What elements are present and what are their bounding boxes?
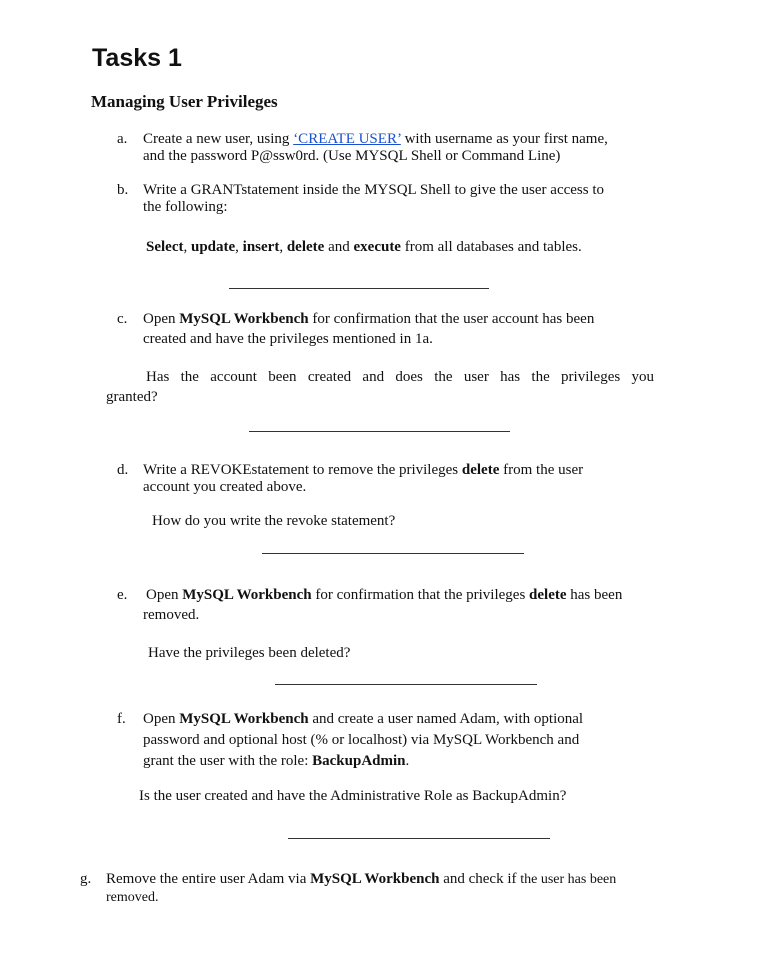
task-b-privileges — [146, 239, 582, 256]
text: , — [183, 239, 191, 255]
task-f-question: Is the user created and have the Administrative Role as BackupAdmin? — [139, 788, 567, 804]
text: and create a user named Adam, with optional — [308, 711, 584, 727]
answer-line[interactable] — [275, 684, 537, 685]
task-c-question-line2: granted? — [106, 389, 158, 405]
task-marker: a. — [117, 131, 128, 147]
create-user-link[interactable]: ‘CREATE USER’ — [293, 131, 401, 147]
text: Remove the entire user Adam via — [106, 871, 311, 887]
page-title: Tasks 1 — [92, 44, 182, 72]
text: , — [279, 239, 287, 255]
mysql-workbench-text: MySQL Workbench — [179, 711, 309, 727]
answer-line[interactable] — [249, 431, 510, 432]
text: and check if — [439, 871, 521, 887]
task-marker: f. — [117, 711, 126, 727]
text: for confirmation that the user account has been — [308, 311, 595, 327]
text: grant the user with the role: — [143, 753, 313, 769]
task-marker: g. — [80, 871, 92, 887]
mysql-workbench-text: MySQL Workbench — [182, 587, 312, 603]
text: with username as your first name, — [400, 131, 608, 147]
task-marker: e. — [117, 587, 128, 603]
task-b-line2: the following: — [143, 199, 228, 215]
text: has been — [566, 587, 623, 603]
text: , — [235, 239, 243, 255]
priv-delete: delete — [286, 239, 325, 255]
text: and — [324, 239, 354, 255]
task-d-question: How do you write the revoke statement? — [152, 513, 396, 529]
task-a-line1 — [143, 131, 703, 148]
task-a-line2: and the password P@ssw0rd. (Use MYSQL Shell or Command Line) — [143, 148, 561, 164]
task-g-line2: removed. — [106, 890, 159, 905]
answer-line[interactable] — [288, 838, 550, 839]
task-f-line1 — [143, 711, 583, 728]
task-marker: b. — [117, 182, 129, 198]
answer-line[interactable] — [262, 553, 524, 554]
priv-insert: insert — [242, 239, 280, 255]
task-b-line1: Write a GRANTstatement inside the MYSQL Shell to give the user access to — [143, 182, 605, 198]
task-e-line2: removed. — [143, 607, 200, 623]
task-c-line1 — [143, 311, 594, 328]
task-g-line1 — [106, 871, 616, 888]
section-subtitle: Managing User Privileges — [91, 92, 278, 111]
text: Write a REVOKEstatement to remove the privileges — [143, 462, 462, 478]
answer-line[interactable] — [229, 288, 489, 289]
text: Create a new user, using — [143, 131, 294, 147]
task-marker: d. — [117, 462, 129, 478]
task-c-question-line1: Has the account been created and does the user has the privileges you — [146, 369, 654, 385]
mysql-workbench-text: MySQL Workbench — [310, 871, 440, 887]
text: Open — [143, 711, 180, 727]
text: the user has been — [520, 872, 617, 887]
text: from all databases and tables. — [400, 239, 582, 255]
task-e-question: Have the privileges been deleted? — [148, 645, 351, 661]
task-marker: c. — [117, 311, 128, 327]
task-c-line2: created and have the privileges mentioned in 1a. — [143, 331, 433, 347]
backupadmin-text: BackupAdmin — [312, 753, 406, 769]
task-f-line3 — [143, 753, 409, 770]
delete-text: delete — [461, 462, 500, 478]
delete-text: delete — [529, 587, 567, 603]
text: from the user — [499, 462, 584, 478]
text: for confirmation that the privileges — [311, 587, 530, 603]
priv-execute: execute — [353, 239, 401, 255]
text: Open — [146, 587, 183, 603]
task-f-line2: password and optional host (% or localhost) via MySQL Workbench and — [143, 732, 580, 748]
task-e-line1 — [146, 587, 622, 604]
priv-select: Select — [146, 239, 184, 255]
mysql-workbench-text: MySQL Workbench — [179, 311, 309, 327]
priv-update: update — [190, 239, 236, 255]
text: Open — [143, 311, 180, 327]
text: . — [405, 753, 410, 769]
task-d-line2: account you created above. — [143, 479, 307, 495]
task-d-line1 — [143, 462, 583, 479]
